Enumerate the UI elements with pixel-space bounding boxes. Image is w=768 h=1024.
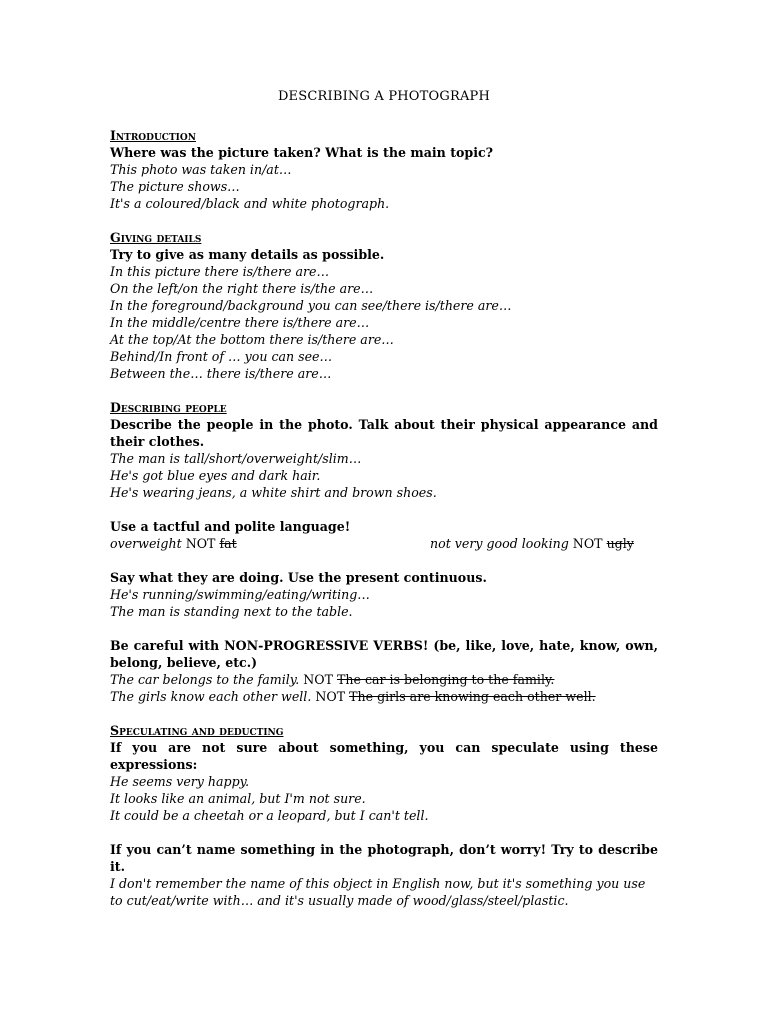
good-phrase: not very good looking bbox=[430, 536, 569, 551]
document-page bbox=[110, 88, 658, 926]
example-line: The picture shows… bbox=[110, 179, 240, 194]
not-word: NOT bbox=[315, 689, 346, 704]
example-line: In the foreground/background you can see/there is/there are… bbox=[110, 298, 512, 313]
example-line: Between the… there is/there are… bbox=[110, 366, 332, 381]
section-heading: Introduction bbox=[110, 128, 196, 143]
example-line: At the top/At the bottom there is/there are… bbox=[110, 332, 394, 347]
page-title: DESCRIBING A PHOTOGRAPH bbox=[277, 89, 491, 104]
name-example: I don't remember the name of this object in English now, but it's something you use to cut/eat/write with… and it's usually made of wood/glass/steel/plastic. bbox=[110, 876, 646, 908]
bad-phrase: fat bbox=[219, 536, 237, 551]
section-giving-details bbox=[110, 229, 658, 382]
tactful-prompt: Use a tactful and polite language! bbox=[110, 519, 351, 534]
example-line: In the middle/centre there is/there are… bbox=[110, 315, 370, 330]
section-prompt: If you are not sure about something, you can speculate using these expressions: bbox=[110, 740, 658, 772]
good-phrase: The girls know each other well. bbox=[110, 689, 312, 704]
example-line: It could be a cheetah or a leopard, but I can't tell. bbox=[110, 808, 429, 823]
example-line: It's a coloured/black and white photograph. bbox=[110, 196, 390, 211]
example-line: In this picture there is/there are… bbox=[110, 264, 330, 279]
example-line: On the left/on the right there is/the are… bbox=[110, 281, 374, 296]
example-line: Behind/In front of … you can see… bbox=[110, 349, 333, 364]
name-prompt: If you can’t name something in the photograph, don’t worry! Try to describe it. bbox=[110, 842, 658, 874]
example-line: He seems very happy. bbox=[110, 774, 250, 789]
good-phrase: The car belongs to the family. bbox=[110, 672, 300, 687]
section-prompt: Describe the people in the photo. Talk about their physical appearance and their clothes. bbox=[110, 417, 658, 449]
bad-phrase: The girls are knowing each other well. bbox=[349, 689, 596, 704]
example-line: The man is standing next to the table. bbox=[110, 604, 353, 619]
example-line: He's running/swimming/eating/writing… bbox=[110, 587, 370, 602]
section-heading: Giving details bbox=[110, 230, 202, 245]
example-line: This photo was taken in/at… bbox=[110, 162, 292, 177]
example-line: The man is tall/short/overweight/slim… bbox=[110, 451, 362, 466]
good-phrase: overweight bbox=[110, 536, 182, 551]
example-line: It looks like an animal, but I'm not sure. bbox=[110, 791, 366, 806]
tactful-example-right bbox=[430, 535, 658, 552]
section-introduction bbox=[110, 127, 658, 212]
section-prompt: Where was the picture taken? What is the main topic? bbox=[110, 145, 494, 160]
example-line: He's got blue eyes and dark hair. bbox=[110, 468, 321, 483]
section-heading: Describing people bbox=[110, 400, 227, 415]
not-word: NOT bbox=[303, 672, 333, 687]
section-describing-people bbox=[110, 399, 658, 705]
example-line: He's wearing jeans, a white shirt and brown shoes. bbox=[110, 485, 437, 500]
section-speculating bbox=[110, 722, 658, 909]
tactful-examples bbox=[110, 535, 658, 552]
non-progressive-line bbox=[110, 671, 658, 688]
tactful-example-left bbox=[110, 535, 430, 552]
not-word: NOT bbox=[185, 536, 216, 551]
not-word: NOT bbox=[572, 536, 603, 551]
section-heading: Speculating and deducting bbox=[110, 723, 284, 738]
non-progressive-prompt: Be careful with NON-PROGRESSIVE VERBS! (be, like, love, hate, know, own, belong, believe, etc.) bbox=[110, 638, 658, 670]
bad-phrase: ugly bbox=[606, 536, 634, 551]
non-progressive-line bbox=[110, 688, 658, 705]
section-prompt: Try to give as many details as possible. bbox=[110, 247, 385, 262]
doing-prompt: Say what they are doing. Use the present continuous. bbox=[110, 570, 487, 585]
bad-phrase: The car is belonging to the family. bbox=[336, 672, 555, 687]
